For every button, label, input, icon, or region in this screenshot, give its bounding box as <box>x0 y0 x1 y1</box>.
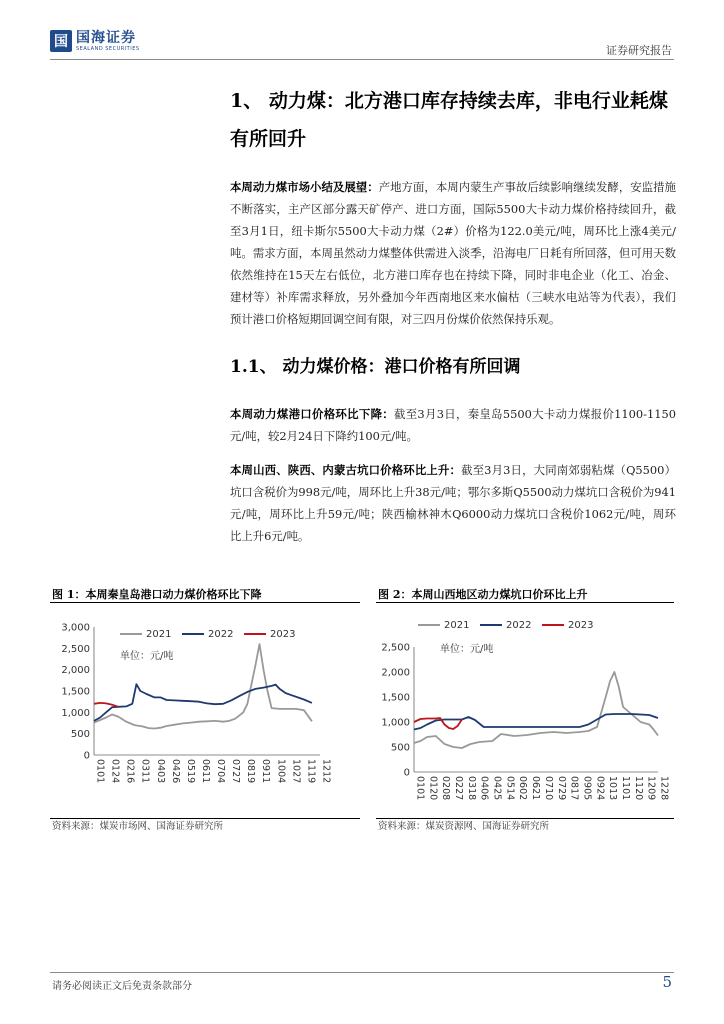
x-tick-label: 0924 <box>594 776 606 801</box>
paragraph-lead: 本周动力煤市场小结及展望： <box>230 180 379 194</box>
logo-name-en: SEALAND SECURITIES <box>76 45 140 52</box>
x-tick-label: 0710 <box>542 776 554 801</box>
x-tick-label: 0120 <box>427 776 439 801</box>
figure-1-source: 资料来源：煤炭市场网、国海证券研究所 <box>52 821 224 832</box>
unit-label: 单位：元/吨 <box>120 651 174 662</box>
logo-mark-icon: 国 <box>50 30 72 52</box>
y-tick-label: 0 <box>403 767 410 779</box>
chart-1 <box>52 610 358 816</box>
x-tick-label: 0208 <box>440 776 452 801</box>
figure-2-source: 资料来源：煤炭资源网、国海证券研究所 <box>378 821 550 832</box>
x-tick-label: 1004 <box>275 759 287 784</box>
y-tick-label: 1,500 <box>381 692 410 704</box>
section-1-1-title: 1.1、 动力煤价格：港口价格有所回调 <box>230 357 521 377</box>
legend-label-2021: 2021 <box>146 629 172 640</box>
x-tick-label: 1212 <box>320 759 332 784</box>
x-tick-label: 0101 <box>414 776 426 801</box>
paragraph-body: 产地方面，本周内蒙生产事故后续影响继续发酵，安监措施不断落实，主产区部分露天矿停产、进口方面，国际5500大卡动力煤价格持续回升，截至3月1日，纽卡斯尔5500大卡动力煤（2#）价格为122.0美元/吨，周环比上涨4美元/吨。需求方面，本周虽然动力煤整体供需进入淡季，沿海电厂日耗有所回落，但可用天数依然维持在15天左右低位，北方港口库存也在持续下降，同时非电企业（化工、冶金、建材等）补库需求释放，另外叠加今年西南地区来水偏枯（三峡水电站等为代表），我们预计港口价格短期回调空间有限，对三四月份煤价依然保持乐观。 <box>230 180 676 326</box>
paragraph-body: 截至3月3日，大同南郊弱粘煤（Q5500）坑口含税价为998元/吨，周环比上升38元/吨；鄂尔多斯Q5500动力煤坑口含税价为941元/吨，周环比上升59元/吨；陕西榆林神木Q6000动力煤坑口含税价1062元/吨，周环比上升6元/吨。 <box>230 463 676 543</box>
x-tick-label: 1101 <box>619 776 631 801</box>
y-tick-label: 3,000 <box>61 622 90 634</box>
x-tick-label: 0124 <box>109 759 121 784</box>
section-1-title: 1、 动力煤：北方港口库存持续去库，非电行业耗煤有所回升 <box>230 90 668 150</box>
x-tick-label: 0425 <box>491 776 503 801</box>
x-tick-label: 0216 <box>124 759 136 784</box>
port-price-paragraph <box>230 403 676 447</box>
x-tick-label: 0406 <box>478 776 490 801</box>
legend-label-2022: 2022 <box>208 629 234 640</box>
figure-1-top-rule <box>50 602 360 603</box>
x-tick-label: 0611 <box>199 759 211 784</box>
y-tick-label: 1,000 <box>381 717 410 729</box>
x-tick-label: 0101 <box>94 759 106 784</box>
y-tick-label: 2,000 <box>381 667 410 679</box>
y-tick-label: 1,500 <box>61 686 90 698</box>
x-tick-label: 0519 <box>184 759 196 784</box>
figure-1-title: 图 1：本周秦皇岛港口动力煤价格环比下降 <box>52 588 262 601</box>
y-tick-label: 2,000 <box>61 665 90 677</box>
x-tick-label: 0729 <box>555 776 567 801</box>
y-tick-label: 1,000 <box>61 707 90 719</box>
x-tick-label: 1027 <box>290 759 302 784</box>
series-line-2023 <box>94 703 118 707</box>
page-number: 5 <box>662 973 672 991</box>
y-tick-label: 500 <box>70 729 90 741</box>
x-tick-label: 0602 <box>517 776 529 801</box>
company-logo <box>50 30 140 52</box>
figure-2-title: 图 2：本周山西地区动力煤坑口价环比上升 <box>378 588 588 601</box>
series-line-2021 <box>414 672 658 748</box>
y-tick-label: 0 <box>83 750 90 762</box>
x-tick-label: 0426 <box>169 759 181 784</box>
legend-label-2022: 2022 <box>506 620 532 631</box>
x-tick-label: 0311 <box>139 759 151 784</box>
series-line-2022 <box>94 684 312 721</box>
series-line-2022 <box>414 714 658 730</box>
x-tick-label: 1120 <box>632 776 644 801</box>
unit-label: 单位：元/吨 <box>440 644 494 655</box>
legend-label-2021: 2021 <box>444 620 470 631</box>
x-tick-label: 0621 <box>530 776 542 801</box>
y-tick-label: 500 <box>390 742 410 754</box>
chart-2 <box>378 610 674 816</box>
x-tick-label: 0514 <box>504 776 516 801</box>
legend-label-2023: 2023 <box>270 629 296 640</box>
paragraph-body: 截至3月3日，秦皇岛5500大卡动力煤报价1100-1150元/吨，较2月24日下降约100元/吨。 <box>230 407 676 443</box>
legend-label-2023: 2023 <box>568 620 594 631</box>
x-tick-label: 0403 <box>154 759 166 784</box>
x-tick-label: 0227 <box>453 776 465 801</box>
x-tick-label: 0318 <box>465 776 477 801</box>
x-tick-label: 1209 <box>645 776 657 801</box>
x-tick-label: 0819 <box>245 759 257 784</box>
y-tick-label: 2,500 <box>381 642 410 654</box>
x-tick-label: 0911 <box>260 759 272 784</box>
figure-2-top-rule <box>376 602 674 603</box>
header-divider <box>50 59 674 60</box>
x-tick-label: 1119 <box>305 759 317 784</box>
paragraph-lead: 本周山西、陕西、内蒙古坑口价格环比上升： <box>230 463 462 477</box>
x-tick-label: 0905 <box>581 776 593 801</box>
section-1-paragraph <box>230 176 676 330</box>
logo-name-cn: 国海证券 <box>76 29 136 46</box>
y-tick-label: 2,500 <box>61 643 90 655</box>
report-type-label: 证券研究报告 <box>606 44 672 57</box>
footer-divider <box>50 972 674 973</box>
disclaimer-note: 请务必阅读正文后免责条款部分 <box>52 981 192 992</box>
x-tick-label: 0817 <box>568 776 580 801</box>
paragraph-lead: 本周动力煤港口价格环比下降： <box>230 407 394 421</box>
x-tick-label: 1013 <box>607 776 619 801</box>
x-tick-label: 0727 <box>230 759 242 784</box>
x-tick-label: 1228 <box>658 776 670 801</box>
mine-price-paragraph <box>230 459 676 547</box>
x-tick-label: 0704 <box>215 759 227 784</box>
